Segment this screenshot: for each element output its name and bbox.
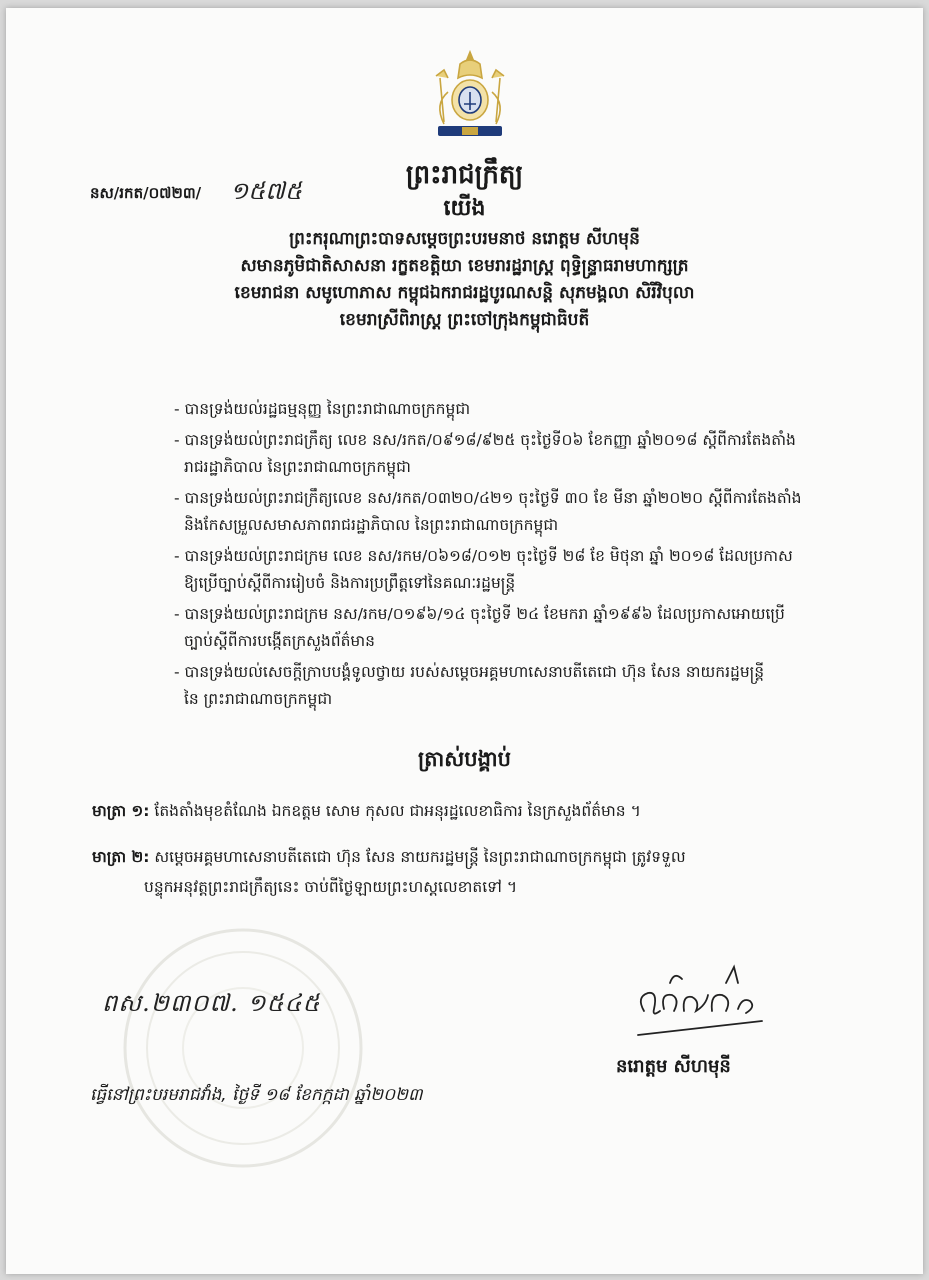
visa-item (174, 485, 844, 539)
article-text: តែងតាំងមុខតំណែង ឯកឧត្តម សោម កុសល ជាអនុរដ្ឋលេខាធិការ នៃក្រសួងព័ត៌មាន ។ (149, 802, 641, 820)
king-title-line: សមានភូមិជាតិសាសនា រក្ខតខត្តិយា ខេមរារដ្ឋរាស្ត្រ ពុទ្ធិន្ទ្រាធរាមហាក្សត្រ (240, 256, 689, 276)
visa-line-continuation: រាជរដ្ឋាភិបាល នៃព្រះរាជាណាចក្រកម្ពុជា (184, 458, 411, 476)
king-title-line: ខេមរាជនា សមូហោភាស កម្ពុជឯករាជរដ្ឋបូរណសន្តិ សុភមង្គលា សិរីវិបុលា (234, 283, 695, 303)
embossed-seal-icon (118, 923, 368, 1173)
article-label: មាត្រា ១: (92, 802, 150, 820)
place-and-date: ធ្វើនៅព្រះបរមរាជវាំង, ថ្ងៃទី ១៨ ខែកក្កដា ឆ្នាំ២០២៣ (90, 1085, 423, 1105)
king-title-line: ខេមរាស្រីពិរាស្ត្រ ព្រះចៅក្រុងកម្ពុជាធិបតី (339, 310, 590, 330)
article-2 (92, 842, 852, 902)
visa-line: - បានទ្រង់យល់ព្រះរាជក្រម លេខ នស/រកម/០៦១៨/០១២ ចុះថ្ងៃទី ២៨ ខែ មិថុនា ឆ្នាំ ២០១៨ ដែលប្រកាស (174, 547, 793, 565)
visa-line: - បានទ្រង់យល់ព្រះរាជក្រឹត្យលេខ នស/រកត/០៣២០/៤២១ ចុះថ្ងៃទី ៣០ ខែ មីនា ឆ្នាំ២០២០ ស្តីពីការតែងតាំង (174, 489, 802, 507)
royal-crest-icon (426, 48, 514, 144)
handwritten-date: ពស.២៣០៧. ១៥៤៥ (102, 989, 321, 1017)
article-text: សម្តេចអគ្គមហាសេនាបតីតេជោ ហ៊ុន សែន នាយករដ្ឋមន្ត្រី នៃព្រះរាជាណាចក្រកម្ពុជា ត្រូវទទួល (149, 848, 686, 866)
visa-line: - បានទ្រង់យល់ព្រះរាជក្រឹត្យ លេខ នស/រកត/០៩១៨/៩២៥ ចុះថ្ងៃទី០៦ ខែកញ្ញា ឆ្នាំ២០១៨ ស្តីពីការតែងតាំង (174, 431, 796, 449)
visa-line: - បានទ្រង់យល់ព្រះរាជក្រម នស/រកម/០១៩៦/១៤ ចុះថ្ងៃទី ២៤ ខែមករា ឆ្នាំ១៩៩៦ ដែលប្រកាសអោយប្រើ (174, 605, 785, 623)
visa-line-continuation: ឱ្យប្រើច្បាប់ស្តីពីការរៀបចំ និងការប្រព្រឹត្តទៅនៃគណៈរដ្ឋមន្ត្រី (184, 574, 516, 592)
we-heading: យើង (443, 196, 486, 221)
signer-name: នរោត្តម សីហមុនី (616, 1056, 731, 1077)
visa-list (174, 396, 844, 717)
visa-line: - បានទ្រង់យល់រដ្ឋធម្មនុញ្ញ នៃព្រះរាជាណាចក្រកម្ពុជា (174, 400, 471, 418)
visa-line-continuation: ច្បាប់ស្តីពីការបង្កើតក្រសួងព័ត៌មាន (184, 632, 376, 650)
visa-item (174, 396, 844, 423)
reference-number-handwritten: ១៥៧៥ (230, 177, 302, 205)
article-1 (92, 796, 852, 826)
king-title-line: ព្រះករុណាព្រះបាទសម្តេចព្រះបរមនាថ នរោត្តម សីហមុនី (289, 229, 640, 249)
reference-number: នស/រកត/០៧២៣/ (90, 184, 202, 202)
visa-line-continuation: និងកែសម្រួលសមាសភាពរាជរដ្ឋាភិបាល នៃព្រះរាជាណាចក្រកម្ពុជា (184, 516, 559, 534)
decree-title: ព្រះរាជក្រឹត្យ (405, 160, 524, 190)
king-titles (6, 226, 923, 334)
visa-item (174, 659, 844, 713)
visa-item (174, 601, 844, 655)
ordain-heading: ត្រាស់បង្គាប់ (418, 747, 511, 771)
visa-line: - បានទ្រង់យល់សេចក្តីក្រាបបង្គំទូលថ្វាយ របស់សម្តេចអគ្គមហាសេនាបតីតេជោ ហ៊ុន សែន នាយករដ្ឋមន្ត្រី (174, 663, 765, 681)
visa-item (174, 543, 844, 597)
article-text-continuation: បន្ទុកអនុវត្តព្រះរាជក្រឹត្យនេះ ចាប់ពីថ្ងៃឡាយព្រះហស្តលេខាតទៅ ។ (144, 878, 518, 896)
visa-item (174, 427, 844, 481)
article-label: មាត្រា ២: (92, 848, 150, 866)
visa-line-continuation: នៃ ព្រះរាជាណាចក្រកម្ពុជា (184, 690, 333, 708)
royal-signature-icon (630, 953, 770, 1048)
document-page (6, 8, 923, 1274)
